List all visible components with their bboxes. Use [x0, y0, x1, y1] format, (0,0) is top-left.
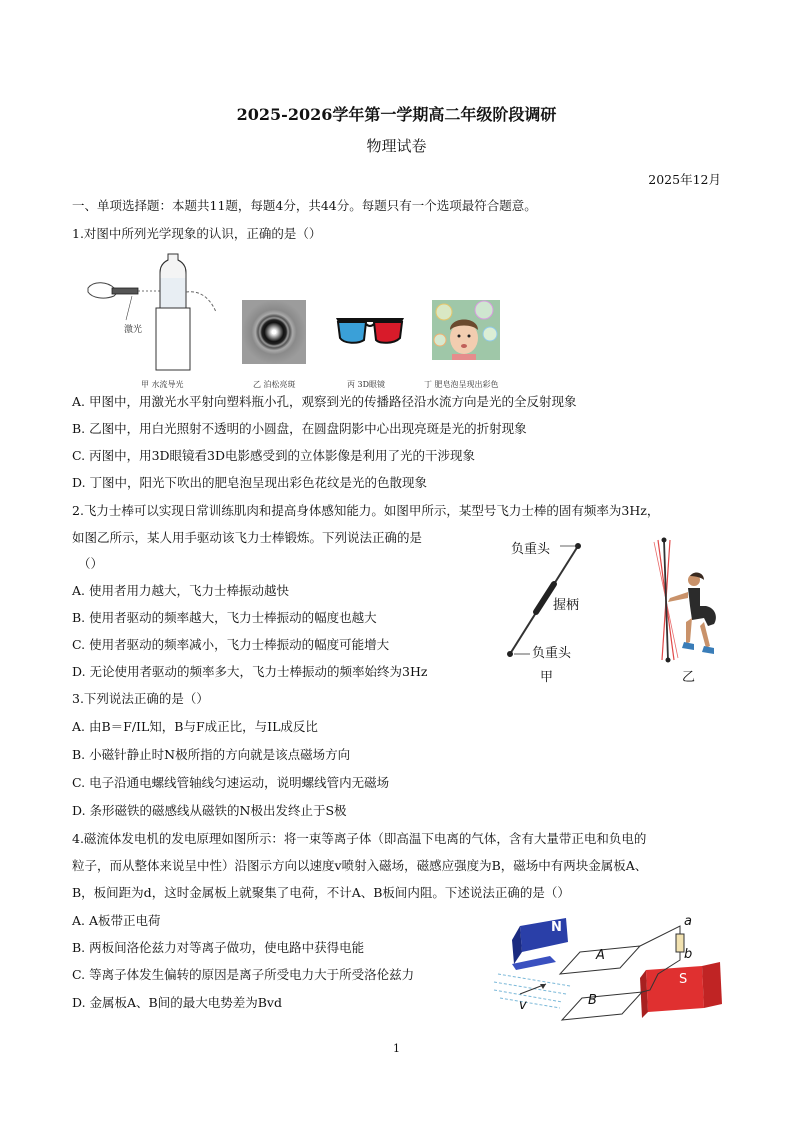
q1-fig-poisson-spot — [242, 300, 306, 364]
q1-stem: 1.对图中所列光学现象的认识，正确的是（） — [72, 226, 322, 241]
q1-caption-ding: 丁 肥皂泡呈现出彩色 — [424, 380, 499, 389]
q2-label-handle: 握柄 — [553, 598, 580, 613]
q2-stem-line1: 2.飞力士棒可以实现日常训练肌肉和提高身体感知能力。如图甲所示，某型号飞力士棒的固有频率为3Hz， — [72, 503, 660, 518]
q2-label-jia: 甲 — [540, 670, 554, 685]
q1-caption-yi: 乙 泊松亮斑 — [253, 380, 296, 389]
q1-caption-bing: 丙 3D眼镜 — [347, 380, 386, 389]
q3-stem: 3.下列说法正确的是（） — [72, 691, 209, 706]
q1-laser-label: 激光 — [124, 325, 143, 335]
q4-label-s: S — [679, 972, 688, 987]
q1-option-c: C. 丙图中，用3D眼镜看3D电影感受到的立体影像是利用了光的干涉现象 — [72, 448, 476, 463]
q1-fig-water-light-guide — [80, 250, 220, 376]
page-number: 1 — [393, 1042, 400, 1055]
q4-option-a: A. A板带正电荷 — [72, 913, 161, 928]
exam-date: 2025年12月 — [648, 172, 721, 187]
q4-label-plate-b: B — [588, 993, 597, 1008]
q4-stem-line2: 粒子，而从整体来说呈中性）沿图示方向以速度v喷射入磁场，磁感应强度为B，磁场中有两块金属板A、 — [72, 858, 648, 873]
q4-label-plate-a: A — [596, 948, 605, 963]
q2-fig-yi-person — [648, 536, 728, 664]
section-heading: 一、单项选择题：本题共11题，每题4分，共44分。每题只有一个选项最符合题意。 — [72, 198, 537, 213]
exam-subtitle: 物理试卷 — [366, 137, 427, 155]
q4-stem-line1: 4.磁流体发电机的发电原理如图所示：将一束等离子体（即高温下电离的气体，含有大量带正电和负电的 — [72, 831, 647, 846]
q2-option-a: A. 使用者用力越大，飞力士棒振动越快 — [72, 583, 289, 598]
q2-stem-line2: 如图乙所示，某人用手驱动该飞力士棒锻炼。下列说法正确的是 — [72, 530, 423, 545]
q2-option-d: D. 无论使用者驱动的频率多大，飞力士棒振动的频率始终为3Hz — [72, 664, 428, 679]
q3-option-a: A. 由B＝F/IL知，B与F成正比，与IL成反比 — [72, 719, 318, 734]
q4-option-c: C. 等离子体发生偏转的原因是离子所受电力大于所受洛伦兹力 — [72, 967, 415, 982]
q2-label-bottom-weight: 负重头 — [532, 646, 572, 661]
q1-fig-3d-glasses — [332, 310, 408, 350]
q4-option-d: D. 金属板A、B间的最大电势差为Bvd — [72, 995, 282, 1010]
q2-option-b: B. 使用者驱动的频率越大，飞力士棒振动的幅度也越大 — [72, 610, 377, 625]
q4-label-b: b — [684, 947, 693, 962]
q4-stem-line3: B，板间距为d，这时金属板上就聚集了电荷，不计A、B板间内阻。下述说法正确的是（） — [72, 885, 570, 900]
q2-option-c: C. 使用者驱动的频率减小，飞力士棒振动的幅度可能增大 — [72, 637, 390, 652]
q2-label-yi: 乙 — [682, 670, 696, 685]
q4-label-a: a — [684, 914, 692, 929]
q3-option-b: B. 小磁针静止时N极所指的方向就是该点磁场方向 — [72, 747, 351, 762]
q3-option-c: C. 电子沿通电螺线管轴线匀速运动，说明螺线管内无磁场 — [72, 775, 390, 790]
q4-label-n: N — [551, 920, 562, 935]
q4-option-b: B. 两板间洛伦兹力对等离子做功，使电路中获得电能 — [72, 940, 365, 955]
q1-option-d: D. 丁图中，阳光下吹出的肥皂泡呈现出彩色花纹是光的色散现象 — [72, 475, 428, 490]
q4-label-v: v — [519, 998, 527, 1013]
q2-stem-line3: （） — [78, 556, 104, 571]
q1-fig-soap-bubbles — [432, 300, 500, 360]
q1-option-a: A. 甲图中，用激光水平射向塑料瓶小孔，观察到光的传播路径沿水流方向是光的全反射现象 — [72, 394, 577, 409]
q1-option-b: B. 乙图中，用白光照射不透明的小圆盘，在圆盘阴影中心出现亮斑是光的折射现象 — [72, 421, 527, 436]
q2-label-top-weight: 负重头 — [511, 542, 551, 557]
q3-option-d: D. 条形磁铁的磁感线从磁铁的N极出发终止于S极 — [72, 803, 347, 818]
exam-title: 2025-2026学年第一学期高二年级阶段调研 — [236, 105, 557, 124]
q1-caption-jia: 甲 水流导光 — [141, 380, 184, 389]
